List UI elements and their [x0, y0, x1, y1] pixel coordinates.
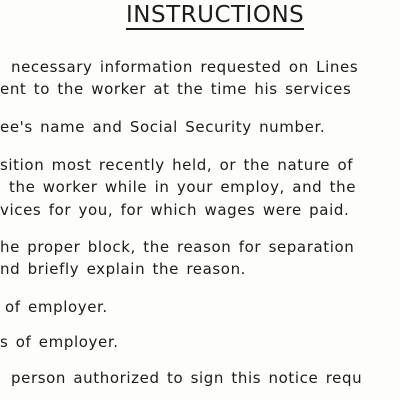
instruction-line: the worker while in your employ, and the	[9, 178, 357, 196]
instruction-line: vices for you, for which wages were paid.	[0, 201, 350, 219]
instruction-line: nd briefly explain the reason.	[0, 260, 247, 278]
instruction-line: necessary information requested on Lines	[11, 58, 359, 76]
instruction-line: ent to the worker at the time his services	[0, 80, 352, 98]
instruction-line: of employer.	[5, 298, 108, 316]
instruction-line: ee's name and Social Security number.	[0, 118, 326, 136]
instruction-line: s of employer.	[0, 333, 119, 351]
page-heading: INSTRUCTIONS	[126, 2, 305, 28]
instruction-line: he proper block, the reason for separation	[0, 238, 355, 256]
instruction-line: sition most recently held, or the nature of	[0, 156, 354, 174]
instruction-line: person authorized to sign this notice requ	[11, 369, 363, 387]
